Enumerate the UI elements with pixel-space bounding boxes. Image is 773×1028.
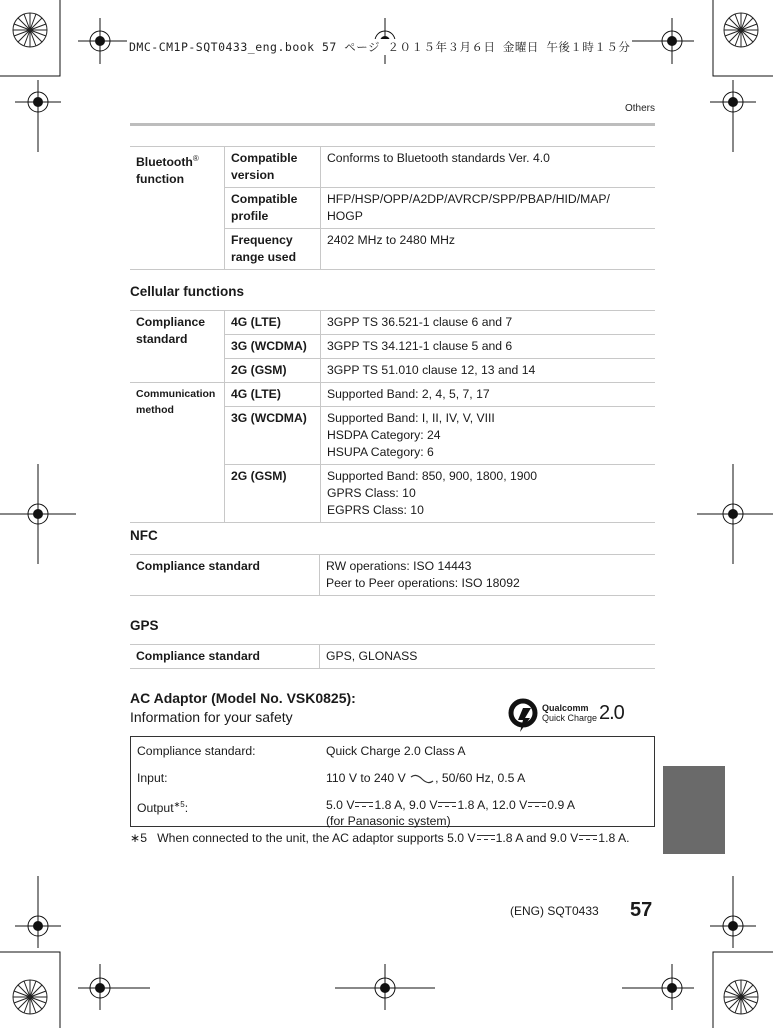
bt-row-value: HFP/HSP/OPP/A2DP/AVRCP/SPP/PBAP/HID/MAP/ HOGP <box>321 188 656 229</box>
cell-row-label: 4G (LTE) <box>225 383 321 407</box>
file-info-header: DMC-CM1P-SQT0433_eng.book 57 ページ ２０１５年３月６日 金曜日 午後１時１５分 <box>129 40 631 54</box>
ac-footnote: ∗5 When connected to the unit, the AC adaptor supports 5.0 V 1.8 A and 9.0 V 1.8 A. <box>130 831 630 845</box>
chapter-tab <box>663 766 725 854</box>
nfc-value: RW operations: ISO 14443 Peer to Peer operations: ISO 18092 <box>320 555 656 596</box>
ac-output-value: 5.0 V 1.8 A, 9.0 V 1.8 A, 12.0 V 0.9 A (for Panasonic system) <box>326 798 576 828</box>
cell-row-value: Supported Band: 850, 900, 1800, 1900 GPRS Class: 10 EGPRS Class: 10 <box>321 465 656 523</box>
gps-spec-table <box>130 644 655 669</box>
footer-reference: (ENG) SQT0433 <box>510 904 599 918</box>
section-rule <box>130 123 655 126</box>
cellular-title: Cellular functions <box>130 284 245 299</box>
quick-charge-bolt-icon <box>508 696 542 732</box>
cell-row-value: 3GPP TS 51.010 clause 12, 13 and 14 <box>321 359 656 383</box>
bt-row-label: Compatible version <box>225 147 321 188</box>
bluetooth-spec-table <box>130 146 655 270</box>
section-label: Others <box>624 103 655 114</box>
ac-compliance-value: Quick Charge 2.0 Class A <box>326 744 466 758</box>
ac-compliance-label: Compliance standard: <box>137 744 256 758</box>
ac-adaptor-subtitle: Information for your safety <box>130 709 293 725</box>
ac-input-value: 110 V to 240 V , 50/60 Hz, 0.5 A <box>326 771 526 785</box>
ac-input-label: Input: <box>137 771 168 785</box>
cell-row-value: 3GPP TS 36.521-1 clause 6 and 7 <box>321 311 656 335</box>
cell-row-label: 4G (LTE) <box>225 311 321 335</box>
dc-symbol-icon <box>528 801 546 809</box>
nfc-spec-table <box>130 554 655 596</box>
page-number: 57 <box>630 899 653 921</box>
cell-row-label: 3G (WCDMA) <box>225 335 321 359</box>
logo-version-text: 2.0 <box>599 702 624 724</box>
logo-product-text: Quick Charge <box>542 713 598 723</box>
ac-output-label: Output$^{∗5}$: <box>137 800 189 816</box>
bluetooth-group-label: Bluetooth® function <box>130 147 225 270</box>
cell-row-value: Supported Band: 2, 4, 5, 7, 17 <box>321 383 656 407</box>
ac-adaptor-info-box <box>130 736 655 827</box>
cellular-spec-table <box>130 310 655 523</box>
dc-symbol-icon <box>355 801 373 809</box>
ac-wave-icon <box>410 774 434 784</box>
gps-value: GPS, GLONASS <box>320 645 656 669</box>
cell-row-value: Supported Band: I, II, IV, V, VIII HSDPA Category: 24 HSUPA Category: 6 <box>321 407 656 465</box>
cell-row-label: 2G (GSM) <box>225 465 321 523</box>
bt-row-label: Frequency range used <box>225 229 321 270</box>
cell-row-label: 2G (GSM) <box>225 359 321 383</box>
logo-brand-text: Qualcomm <box>542 703 589 713</box>
nfc-title: NFC <box>130 528 158 543</box>
quick-charge-logo <box>508 696 628 732</box>
nfc-label: Compliance standard <box>130 555 320 596</box>
bt-row-label: Compatible profile <box>225 188 321 229</box>
dc-symbol-icon <box>579 834 597 842</box>
cell-row-label: 3G (WCDMA) <box>225 407 321 465</box>
dc-symbol-icon <box>438 801 456 809</box>
gps-title: GPS <box>130 618 159 633</box>
bt-row-value: 2402 MHz to 2480 MHz <box>321 229 656 270</box>
ac-adaptor-title: AC Adaptor (Model No. VSK0825): <box>130 690 356 706</box>
gps-label: Compliance standard <box>130 645 320 669</box>
bt-row-value: Conforms to Bluetooth standards Ver. 4.0 <box>321 147 656 188</box>
dc-symbol-icon <box>477 834 495 842</box>
cellular-method-group: Communication method <box>130 383 225 523</box>
cell-row-value: 3GPP TS 34.121-1 clause 5 and 6 <box>321 335 656 359</box>
cellular-compliance-group: Compliance standard <box>130 311 225 383</box>
